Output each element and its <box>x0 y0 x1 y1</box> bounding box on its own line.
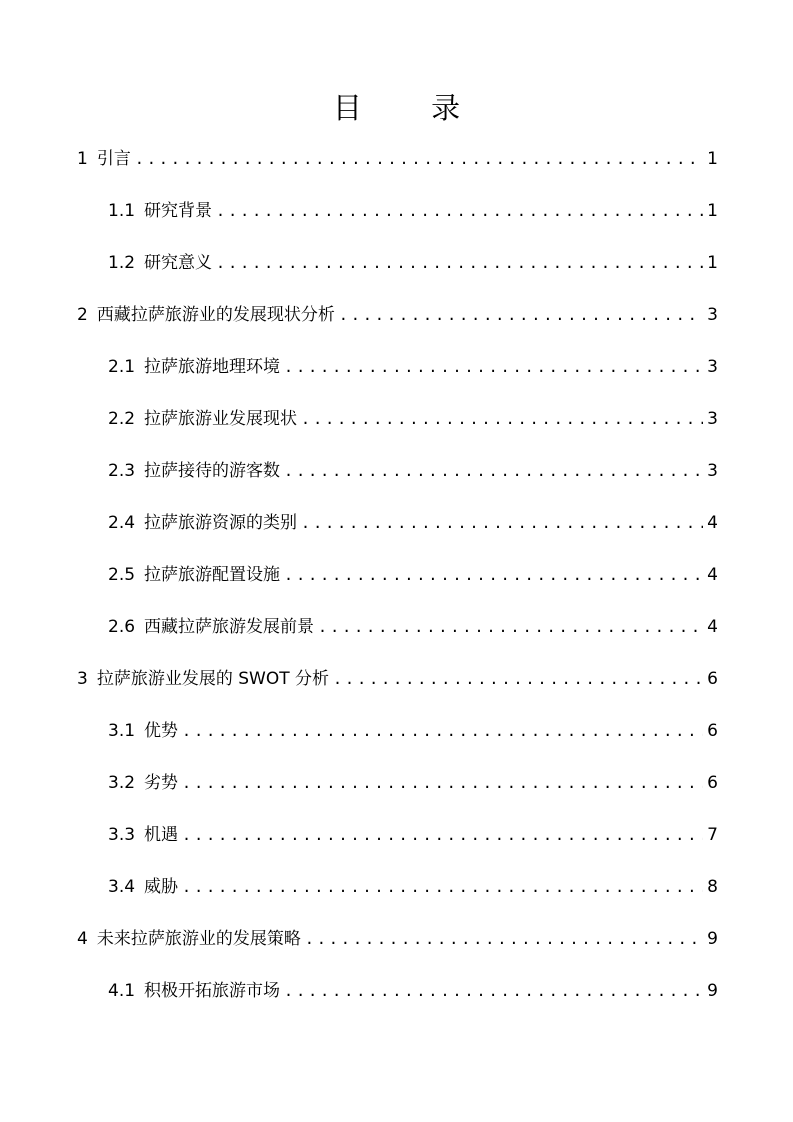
toc-entry-title: 西藏拉萨旅游业的发展现状分析 <box>96 305 335 325</box>
toc-entry-title: 西藏拉萨旅游发展前景 <box>144 617 315 637</box>
toc-entry-4-1[interactable] <box>77 976 718 1028</box>
toc-entry-number: 2.4 <box>108 513 136 533</box>
toc-entry-number: 1 <box>77 149 88 169</box>
toc-entry-number: 2.1 <box>108 357 136 377</box>
toc-entry-page: 8 <box>707 877 718 897</box>
toc-entry-2-4[interactable] <box>77 508 718 560</box>
dot-leader <box>339 300 703 330</box>
toc-entry-page: 9 <box>707 929 718 949</box>
toc-entry-page: 4 <box>707 513 718 533</box>
toc-entry-title: 未来拉萨旅游业的发展策略 <box>96 929 301 949</box>
toc-entry-title: 拉萨旅游资源的类别 <box>144 513 298 533</box>
toc-entry-1-2[interactable] <box>77 248 718 300</box>
toc-entry-page: 4 <box>707 617 718 637</box>
dot-leader <box>284 352 703 382</box>
toc-entry-number: 2.5 <box>108 565 136 585</box>
toc-entry-number: 4 <box>77 929 88 949</box>
toc-entry-title: 研究意义 <box>144 253 213 273</box>
toc-entry-number: 3.2 <box>108 773 136 793</box>
dot-leader <box>182 768 703 798</box>
dot-leader <box>284 976 703 1006</box>
toc-entry-number: 1.2 <box>108 253 136 273</box>
toc-entry-2-5[interactable] <box>77 560 718 612</box>
toc-entry-1[interactable] <box>77 144 718 196</box>
toc-entry-page: 1 <box>707 149 718 169</box>
toc-entry-number: 3.1 <box>108 721 136 741</box>
toc-entry-title: 研究背景 <box>144 201 213 221</box>
toc-entry-page: 1 <box>707 201 718 221</box>
toc-entry-number: 1.1 <box>108 201 136 221</box>
toc-entry-2-6[interactable] <box>77 612 718 664</box>
toc-entry-title: 引言 <box>96 149 131 169</box>
toc-entry-2-2[interactable] <box>77 404 718 456</box>
toc-entry-number: 2.6 <box>108 617 136 637</box>
toc-entry-title: 积极开拓旅游市场 <box>144 981 281 1001</box>
dot-leader <box>182 820 703 850</box>
toc-entry-page: 3 <box>707 305 718 325</box>
toc-entry-number: 2 <box>77 305 88 325</box>
toc-entry-3-2[interactable] <box>77 768 718 820</box>
toc-entry-3-1[interactable] <box>77 716 718 768</box>
dot-leader <box>318 612 703 642</box>
dot-leader <box>216 196 703 226</box>
dot-leader <box>301 404 703 434</box>
toc-entry-title: 优势 <box>144 721 179 741</box>
dot-leader <box>284 560 703 590</box>
toc-entry-page: 6 <box>707 773 718 793</box>
toc-entry-number: 3.3 <box>108 825 136 845</box>
dot-leader <box>301 508 703 538</box>
toc-entry-title: 拉萨旅游配置设施 <box>144 565 281 585</box>
toc-entry-title: 拉萨旅游业发展的 SWOT 分析 <box>96 669 330 689</box>
toc-entry-1-1[interactable] <box>77 196 718 248</box>
toc-entry-page: 6 <box>707 721 718 741</box>
toc-entry-number: 2.3 <box>108 461 136 481</box>
toc-entry-page: 9 <box>707 981 718 1001</box>
toc-entry-page: 3 <box>707 409 718 429</box>
toc-entry-page: 3 <box>707 357 718 377</box>
dot-leader <box>333 664 703 694</box>
toc-entry-number: 3 <box>77 669 88 689</box>
dot-leader <box>182 872 703 902</box>
toc-entry-page: 4 <box>707 565 718 585</box>
toc-entry-3-3[interactable] <box>77 820 718 872</box>
toc-entry-title: 机遇 <box>144 825 179 845</box>
dot-leader <box>182 716 703 746</box>
toc-entry-page: 3 <box>707 461 718 481</box>
toc-entry-number: 2.2 <box>108 409 136 429</box>
toc-entry-title: 拉萨旅游业发展现状 <box>144 409 298 429</box>
toc-entry-2[interactable] <box>77 300 718 352</box>
toc-entry-title: 拉萨旅游地理环境 <box>144 357 281 377</box>
dot-leader <box>216 248 703 278</box>
toc-entry-title: 威胁 <box>144 877 179 897</box>
toc-entry-page: 7 <box>707 825 718 845</box>
dot-leader <box>284 456 703 486</box>
toc-list <box>77 144 718 1028</box>
toc-entry-title: 劣势 <box>144 773 179 793</box>
toc-entry-page: 1 <box>707 253 718 273</box>
toc-entry-number: 3.4 <box>108 877 136 897</box>
dot-leader <box>305 924 703 954</box>
toc-entry-title: 拉萨接待的游客数 <box>144 461 281 481</box>
toc-entry-4[interactable] <box>77 924 718 976</box>
toc-entry-number: 4.1 <box>108 981 136 1001</box>
toc-entry-2-3[interactable] <box>77 456 718 508</box>
toc-entry-3-4[interactable] <box>77 872 718 924</box>
toc-entry-3[interactable] <box>77 664 718 716</box>
dot-leader <box>135 144 703 174</box>
toc-entry-2-1[interactable] <box>77 352 718 404</box>
toc-entry-page: 6 <box>707 669 718 689</box>
toc-title: 目 录 <box>332 91 491 125</box>
